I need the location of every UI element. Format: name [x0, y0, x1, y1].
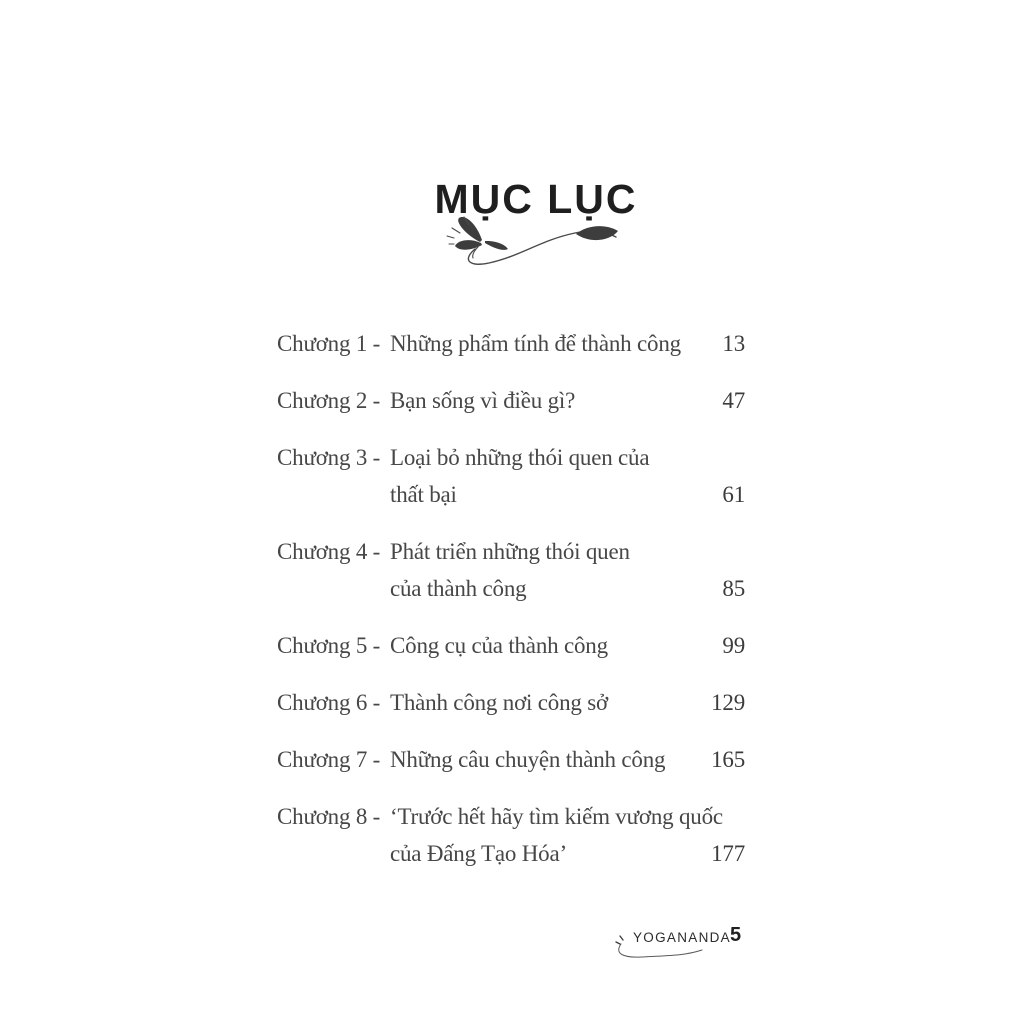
toc-chapter-title: [390, 627, 695, 664]
page-footer: [612, 922, 782, 968]
toc-entry: [277, 627, 745, 664]
toc-chapter-label: Chương 3 -: [277, 445, 381, 470]
toc-chapter-label: Chương 5 -: [277, 633, 381, 658]
toc-chapter-label: Chương 4 -: [277, 539, 381, 564]
toc-chapter-label: Chương 8 -: [277, 804, 381, 829]
toc-title-line: Bạn sống vì điều gì?: [390, 388, 576, 413]
toc-chapter-title: [390, 798, 723, 872]
toc-title-line: Thành công nơi công sở: [390, 690, 608, 715]
table-of-contents: [277, 325, 745, 892]
butterfly-flourish-icon: [445, 211, 630, 267]
toc-entry: [277, 325, 745, 362]
toc-chapter-title: [390, 684, 695, 721]
toc-page-number: 85: [722, 576, 745, 601]
toc-chapter-title: [390, 439, 695, 513]
toc-entry: [277, 684, 745, 721]
toc-entry: [277, 741, 745, 778]
footer-author-label: YOGANANDA: [633, 930, 731, 945]
toc-title-line: Những câu chuyện thành công: [390, 747, 666, 772]
toc-page-number: 13: [722, 331, 745, 356]
toc-entry: [277, 798, 745, 872]
toc-chapter-title: [390, 382, 695, 419]
toc-page-number: 129: [711, 690, 745, 715]
toc-chapter-title: [390, 533, 695, 607]
page-title: MỤC LỤC: [434, 176, 638, 222]
toc-chapter-label: Chương 7 -: [277, 747, 381, 772]
toc-entry: [277, 382, 745, 419]
toc-title-line: Phát triển những thói quen: [390, 539, 630, 564]
toc-page-number: 61: [722, 482, 745, 507]
toc-title-line: Loại bỏ những thói quen của: [390, 445, 650, 470]
toc-page-number: 165: [711, 747, 745, 772]
toc-chapter-label: Chương 6 -: [277, 690, 381, 715]
toc-entry: [277, 533, 745, 607]
toc-page-number: 177: [711, 841, 745, 866]
toc-title-line: của thành công: [390, 576, 527, 601]
toc-title-line: Công cụ của thành công: [390, 633, 608, 658]
toc-chapter-label: Chương 2 -: [277, 388, 381, 413]
toc-chapter-label: Chương 1 -: [277, 331, 381, 356]
toc-title-line: thất bại: [390, 482, 457, 507]
toc-entry: [277, 439, 745, 513]
toc-chapter-title: [390, 741, 695, 778]
toc-page-number: 47: [722, 388, 745, 413]
toc-title-line: của Đấng Tạo Hóa’: [390, 841, 567, 866]
toc-chapter-title: [390, 325, 695, 362]
toc-title-line: ‘Trước hết hãy tìm kiếm vương quốc: [390, 804, 723, 829]
footer-page-number: 5: [730, 924, 742, 946]
toc-title-line: Những phẩm tính để thành công: [390, 331, 681, 356]
toc-page-number: 99: [722, 633, 745, 658]
